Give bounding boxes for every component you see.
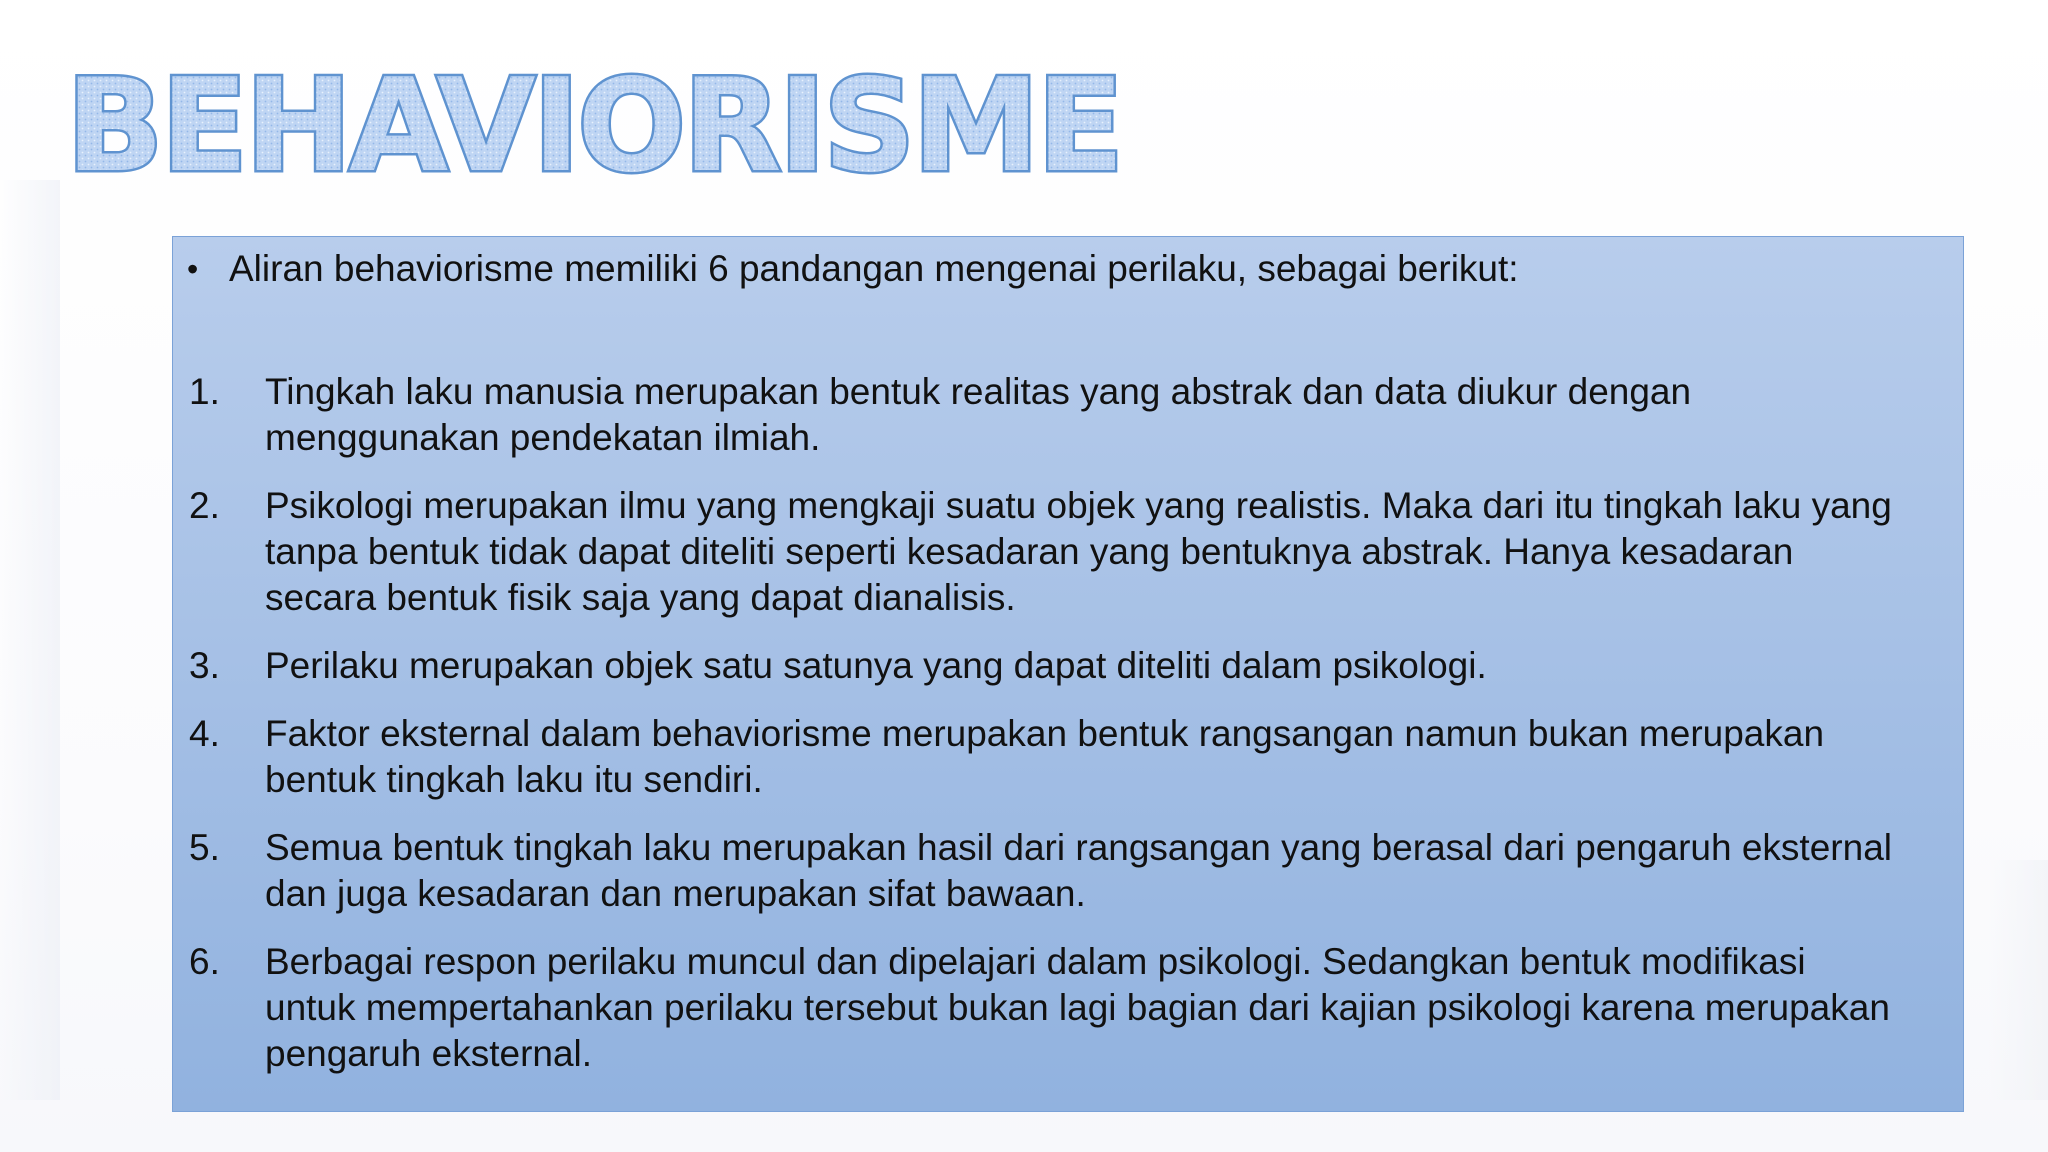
bullet-icon: • xyxy=(187,251,199,287)
list-text: Berbagai respon perilaku muncul dan dipelajari dalam psikologi. Sedangkan bentuk modifikasi untuk mempertahankan perilaku tersebut bukan lagi bagian dari kajian psikologi karena merupakan pengaruh eksternal. xyxy=(265,941,1890,1074)
title-text: BEHAVIORISME xyxy=(66,52,1122,201)
list-item-5 xyxy=(187,825,1937,917)
list-item-4 xyxy=(187,711,1937,803)
list-number: 4. xyxy=(189,713,220,754)
intro-bullet xyxy=(187,245,1937,293)
list-text: Faktor eksternal dalam behaviorisme merupakan bentuk rangsangan namun bukan merupakan bentuk tingkah laku itu sendiri. xyxy=(265,713,1825,800)
list-text: Psikologi merupakan ilmu yang mengkaji suatu objek yang realistis. Maka dari itu tingkah laku yang tanpa bentuk tidak dapat diteliti seperti kesadaran yang bentuknya abstrak. Hanya kesadaran secara bentuk fisik saja yang dapat dianalisis. xyxy=(265,485,1892,618)
list-number: 1. xyxy=(189,371,220,412)
slide-title xyxy=(66,52,1122,208)
list-item-3 xyxy=(187,643,1937,689)
list-item-2 xyxy=(187,483,1937,621)
title-wordart xyxy=(66,52,1122,208)
list-number: 5. xyxy=(189,827,220,868)
list-text: Tingkah laku manusia merupakan bentuk realitas yang abstrak dan data diukur dengan menggunakan pendekatan ilmiah. xyxy=(265,371,1692,458)
list-text: Perilaku merupakan objek satu satunya yang dapat diteliti dalam psikologi. xyxy=(265,645,1487,686)
left-background-shade xyxy=(0,180,60,1100)
content-box xyxy=(172,236,1964,1112)
list-number: 6. xyxy=(189,941,220,982)
right-background-shade xyxy=(1988,860,2048,1100)
list-item-1 xyxy=(187,369,1937,461)
list-number: 2. xyxy=(189,485,220,526)
intro-text: Aliran behaviorisme memiliki 6 pandangan mengenai perilaku, sebagai berikut: xyxy=(229,248,1519,289)
list-text: Semua bentuk tingkah laku merupakan hasil dari rangsangan yang berasal dari pengaruh eksternal dan juga kesadaran dan merupakan sifat bawaan. xyxy=(265,827,1892,914)
list-item-6 xyxy=(187,939,1937,1077)
behaviorism-views-list xyxy=(187,369,1937,1099)
list-number: 3. xyxy=(189,645,220,686)
